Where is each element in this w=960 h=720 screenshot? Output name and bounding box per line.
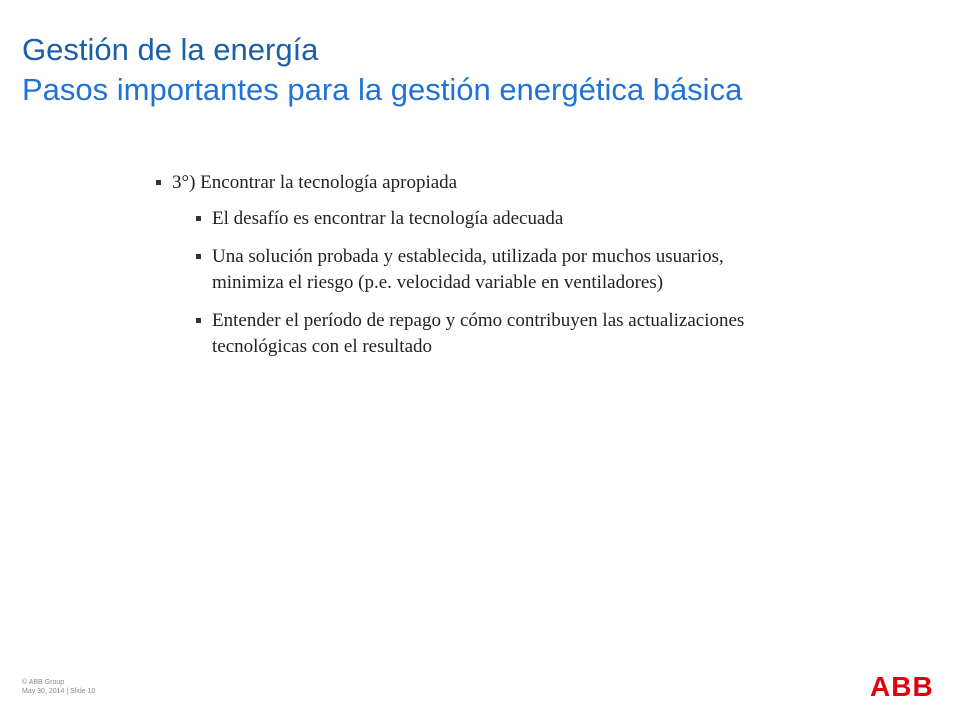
slide-footer — [22, 678, 95, 696]
square-bullet-icon — [196, 254, 201, 259]
main-bullet — [156, 170, 796, 196]
slide-subtitle: Pasos importantes para la gestión energética básica — [22, 72, 743, 107]
footer-date-slide: May 30, 2014 | Slide 10 — [22, 688, 96, 695]
footer-copyright: © ABB Group — [22, 679, 65, 686]
slide-title: Gestión de la energía — [22, 32, 319, 67]
sub-bullet — [156, 206, 796, 232]
abb-logo: ABB — [870, 671, 934, 702]
slide-content — [156, 170, 796, 372]
sub-bullet — [156, 244, 796, 296]
square-bullet-icon — [196, 216, 201, 221]
square-bullet-icon — [156, 180, 161, 185]
sub-bullet-text: Entender el período de repago y cómo contribuyen las actualizaciones tecnológicas con el resultado — [212, 310, 745, 357]
slide-title-block — [22, 30, 742, 110]
sub-bullet — [156, 308, 796, 360]
square-bullet-icon — [196, 318, 201, 323]
sub-bullet-text: Una solución probada y establecida, utilizada por muchos usuarios, minimiza el riesgo (p.e. velocidad variable en ventiladores) — [212, 246, 724, 293]
sub-bullet-text: El desafío es encontrar la tecnología adecuada — [212, 208, 564, 229]
main-bullet-text: 3°) Encontrar la tecnología apropiada — [172, 172, 458, 193]
